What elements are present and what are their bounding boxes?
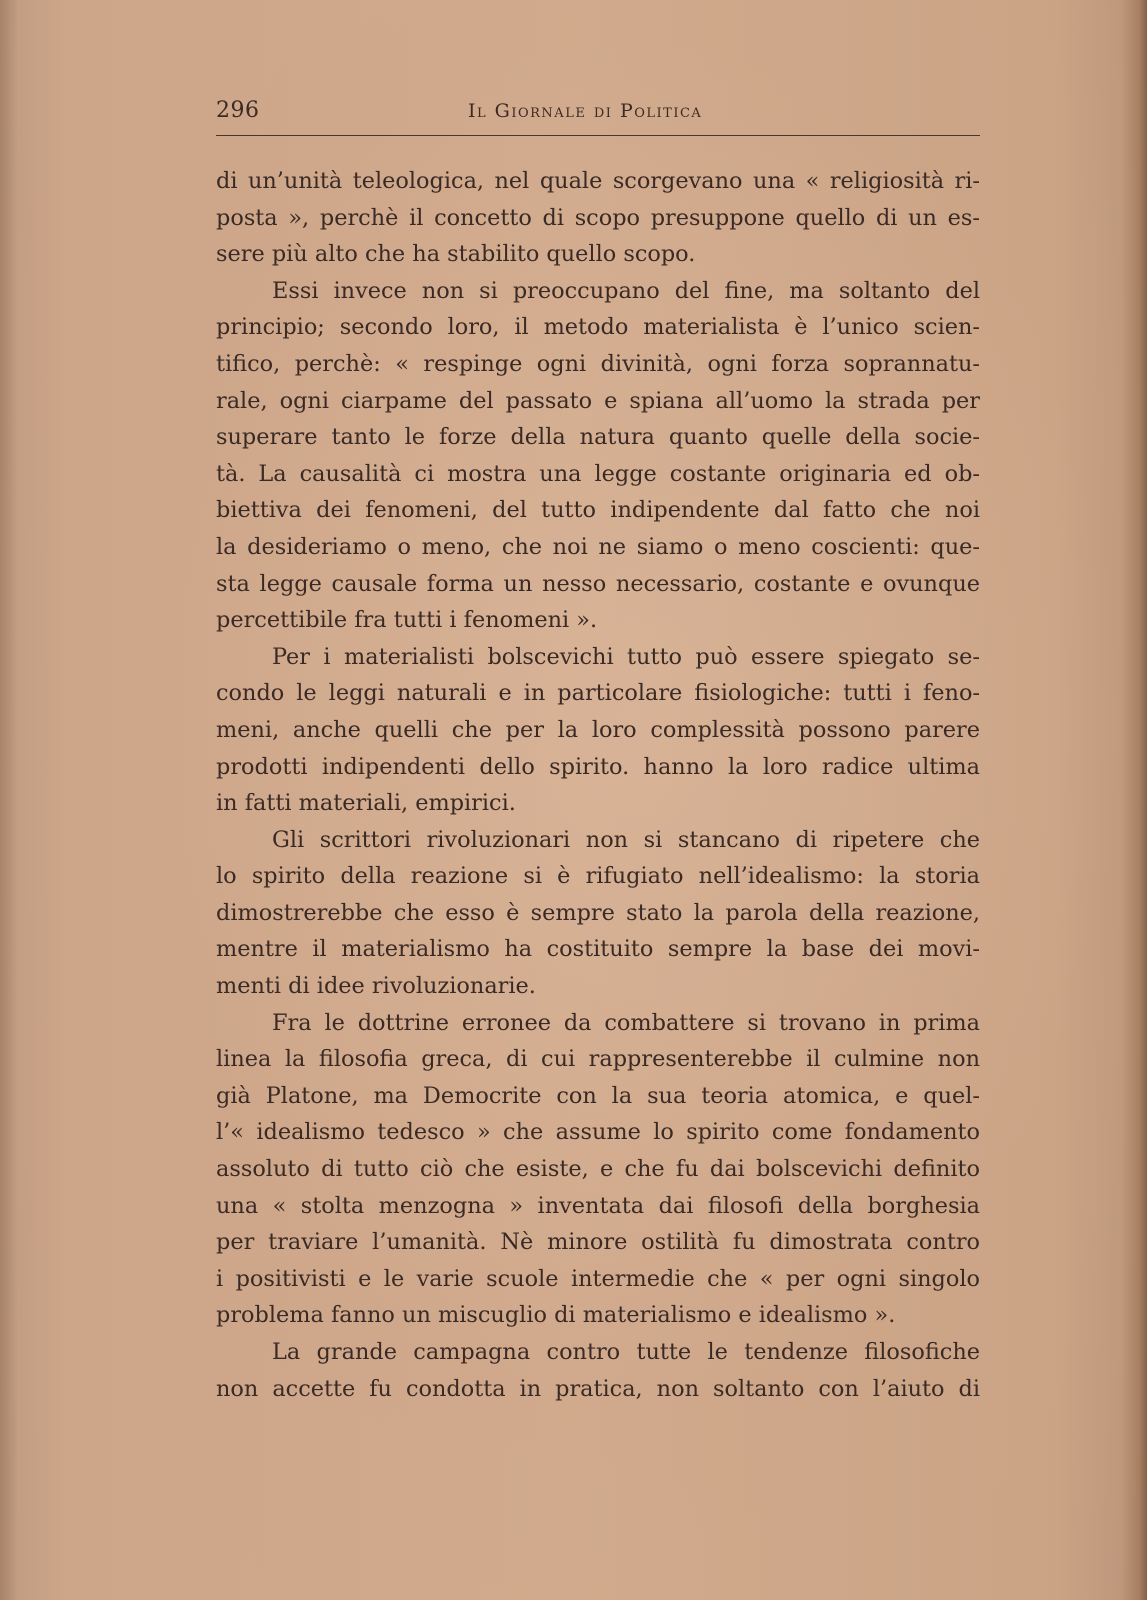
text-line: per traviare l’umanità. Nè minore ostilità fu dimostrata contro [216, 1229, 980, 1256]
text-line: di un’unità teleologica, nel quale scorgevano una « religiosità ri- [216, 168, 980, 194]
text-line: sere più alto che ha stabilito quello scopo. [216, 241, 696, 268]
page-header [216, 98, 980, 134]
running-title: Il Giornale di Politica [468, 100, 703, 122]
text-line: tifico, perchè: « respinge ogni divinità, ogni forza soprannatu- [216, 350, 980, 377]
text-line: La grande campagna contro tutte le tendenze filosofiche [272, 1339, 980, 1365]
text-line: Per i materialisti bolscevichi tutto può essere spiegato se- [272, 643, 980, 670]
text-line: Essi invece non si preoccupano del fine, ma soltanto del [272, 277, 980, 304]
page-number: 296 [216, 98, 260, 123]
text-line: già Platone, ma Democrite con la sua teoria atomica, e quel- [216, 1082, 980, 1109]
text-line: tà. La causalità ci mostra una legge costante originaria ed ob- [216, 460, 980, 487]
text-line: meni, anche quelli che per la loro complessità possono parere [216, 716, 980, 743]
text-line: mentre il materialismo ha costituito sempre la base dei movi- [216, 936, 980, 963]
page-left-shadow [0, 0, 18, 1600]
header-rule [216, 135, 980, 136]
text-line: la desideriamo o meno, che noi ne siamo o meno coscienti: que- [216, 533, 980, 560]
text-line: rale, ogni ciarpame del passato e spiana all’uomo la strada per [216, 387, 980, 414]
text-line: problema fanno un miscuglio di materialismo e idealismo ». [216, 1302, 896, 1329]
text-line: principio; secondo loro, il metodo materialista è l’unico scien- [216, 314, 980, 341]
text-line: biettiva dei fenomeni, del tutto indipendente dal fatto che noi [216, 497, 980, 524]
text-line: una « stolta menzogna » inventata dai filosofi della borghesia [216, 1192, 980, 1219]
text-line: non accette fu condotta in pratica, non soltanto con l’aiuto di [216, 1375, 980, 1402]
text-line: sta legge causale forma un nesso necessario, costante e ovunque [216, 570, 980, 597]
text-line: superare tanto le forze della natura quanto quelle della socie- [216, 424, 980, 451]
text-line: i positivisti e le varie scuole intermedie che « per ogni singolo [216, 1265, 980, 1292]
body-text [216, 163, 980, 1407]
text-line: l’« idealismo tedesco » che assume lo spirito come fondamento [216, 1119, 980, 1146]
text-line: dimostrerebbe che esso è sempre stato la parola della reazione, [216, 899, 980, 926]
text-line: lo spirito della reazione si è rifugiato nell’idealismo: la storia [216, 863, 980, 890]
text-line: menti di idee rivoluzionarie. [216, 973, 536, 1000]
text-line: linea la filosofia greca, di cui rappresenterebbe il culmine non [216, 1046, 980, 1073]
text-line: assoluto di tutto ciò che esiste, e che fu dai bolscevichi definito [216, 1156, 980, 1183]
text-line: prodotti indipendenti dello spirito. hanno la loro radice ultima [216, 753, 980, 780]
text-line: Fra le dottrine erronee da combattere si trovano in prima [272, 1009, 980, 1036]
text-line: in fatti materiali, empirici. [216, 790, 516, 817]
text-line: Gli scrittori rivoluzionari non si stancano di ripetere che [272, 826, 980, 853]
page-right-shadow [1121, 0, 1147, 1600]
text-line: condo le leggi naturali e in particolare fisiologiche: tutti i feno- [216, 680, 980, 707]
text-line: posta », perchè il concetto di scopo presuppone quello di un es- [216, 204, 980, 231]
text-line: percettibile fra tutti i fenomeni ». [216, 607, 598, 634]
